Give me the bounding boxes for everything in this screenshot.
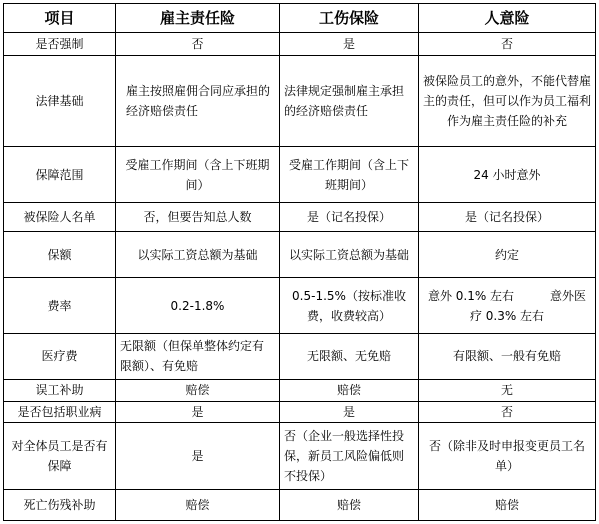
cell-employer-liability: 否	[116, 33, 280, 56]
row-label: 医疗费	[4, 334, 116, 380]
cell-employer-liability: 否，但要告知总人数	[116, 203, 280, 232]
table-row	[4, 203, 596, 232]
cell-employer-liability: 赔偿	[116, 489, 280, 520]
cell-personal-accident: 赔偿	[419, 489, 596, 520]
row-label: 死亡伤残补助	[4, 489, 116, 520]
cell-work-injury: 法律规定强制雇主承担的经济赔偿责任	[280, 55, 419, 146]
cell-work-injury: 是（记名投保）	[280, 203, 419, 232]
header-personal-accident: 人意险	[419, 4, 596, 33]
table-row	[4, 379, 596, 401]
cell-work-injury: 是	[280, 401, 419, 423]
row-label: 保障范围	[4, 147, 116, 203]
table-row	[4, 278, 596, 334]
row-label: 对全体员工是否有保障	[4, 423, 116, 489]
cell-personal-accident: 有限额、一般有免赔	[419, 334, 596, 380]
cell-personal-accident: 被保险员工的意外，不能代替雇主的责任，但可以作为员工福利作为雇主责任险的补充	[419, 55, 596, 146]
row-label: 保额	[4, 232, 116, 278]
cell-employer-liability: 以实际工资总额为基础	[116, 232, 280, 278]
table-row	[4, 147, 596, 203]
header-row	[4, 4, 596, 33]
cell-work-injury: 赔偿	[280, 489, 419, 520]
table-row	[4, 55, 596, 146]
insurance-comparison-table	[3, 3, 596, 521]
cell-employer-liability: 0.2-1.8%	[116, 278, 280, 334]
cell-employer-liability: 是	[116, 423, 280, 489]
row-label: 法律基础	[4, 55, 116, 146]
cell-employer-liability: 赔偿	[116, 379, 280, 401]
cell-personal-accident: 否（除非及时申报变更员工名单）	[419, 423, 596, 489]
cell-work-injury: 受雇工作期间（含上下班期间）	[280, 147, 419, 203]
cell-employer-liability: 无限额（但保单整体约定有限额）、有免赔	[116, 334, 280, 380]
row-label: 费率	[4, 278, 116, 334]
cell-work-injury: 以实际工资总额为基础	[280, 232, 419, 278]
table-row	[4, 232, 596, 278]
cell-personal-accident: 意外 0.1% 左右 意外医疗 0.3% 左右	[419, 278, 596, 334]
cell-personal-accident: 24 小时意外	[419, 147, 596, 203]
cell-employer-liability: 是	[116, 401, 280, 423]
cell-employer-liability: 雇主按照雇佣合同应承担的经济赔偿责任	[116, 55, 280, 146]
cell-employer-liability: 受雇工作期间（含上下班期间）	[116, 147, 280, 203]
cell-personal-accident: 约定	[419, 232, 596, 278]
header-work-injury: 工伤保险	[280, 4, 419, 33]
cell-personal-accident: 是（记名投保）	[419, 203, 596, 232]
row-label: 误工补助	[4, 379, 116, 401]
header-employer-liability: 雇主责任险	[116, 4, 280, 33]
table-row	[4, 489, 596, 520]
cell-personal-accident: 否	[419, 401, 596, 423]
cell-work-injury: 赔偿	[280, 379, 419, 401]
cell-work-injury: 否（企业一般选择性投保，新员工风险偏低则不投保）	[280, 423, 419, 489]
cell-work-injury: 0.5-1.5%（按标准收费，收费较高）	[280, 278, 419, 334]
header-item: 项目	[4, 4, 116, 33]
table-row	[4, 423, 596, 489]
row-label: 是否强制	[4, 33, 116, 56]
table-row	[4, 334, 596, 380]
row-label: 是否包括职业病	[4, 401, 116, 423]
row-label: 被保险人名单	[4, 203, 116, 232]
cell-personal-accident: 无	[419, 379, 596, 401]
cell-personal-accident: 否	[419, 33, 596, 56]
cell-work-injury: 是	[280, 33, 419, 56]
table-row	[4, 401, 596, 423]
table-row	[4, 33, 596, 56]
cell-work-injury: 无限额、无免赔	[280, 334, 419, 380]
